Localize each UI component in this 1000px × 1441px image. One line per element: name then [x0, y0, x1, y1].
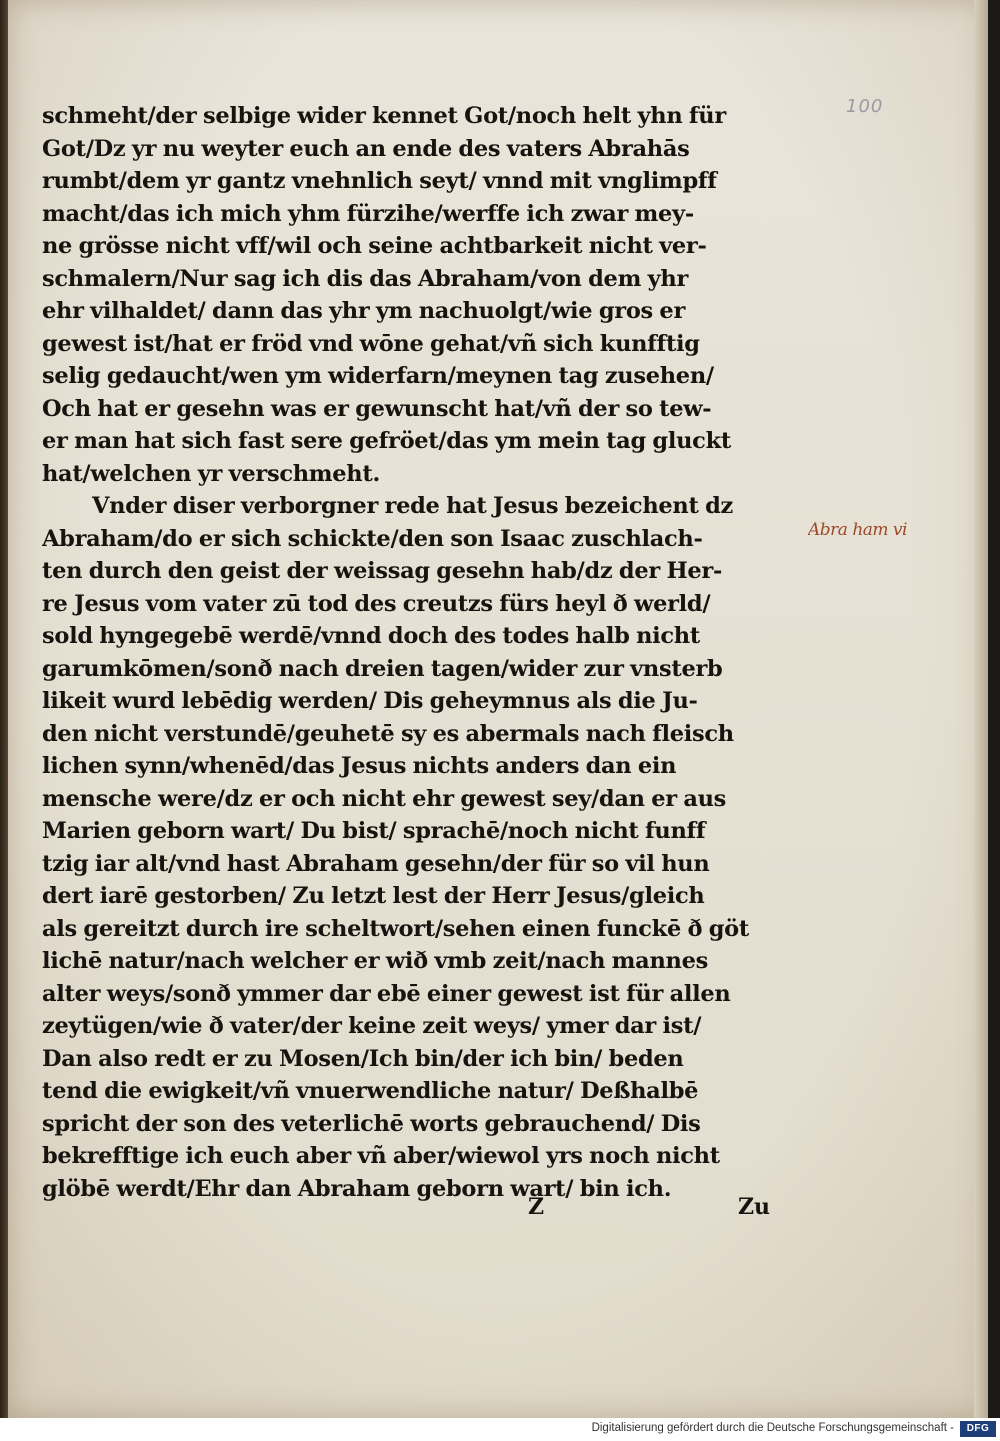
footer-bar — [0, 1418, 1000, 1441]
catchword: Zu — [738, 1194, 771, 1220]
text-line: gewest ist/hat er fröd vnd wōne gehat/vñ sich kunfftig — [42, 330, 700, 357]
text-line: Vnder diser verborgner rede hat Jesus bezeichent dz — [92, 493, 733, 519]
text-line: schmalern/Nur sag ich dis das Abraham/von dem yhr — [42, 265, 688, 292]
folio-number: 100 — [846, 96, 884, 117]
text-line: garumkōmen/sonð nach dreien tagen/wider zur vnsterb — [42, 655, 723, 682]
page-fore-edge — [974, 0, 988, 1418]
text-line: rumbt/dem yr gantz vnehnlich seyt/ vnnd mit vnglimpff — [42, 168, 717, 194]
funding-notice: Digitalisierung gefördert durch die Deutsche Forschungsgemeinschaft - — [591, 1422, 954, 1434]
text-line: glöbē werdt/Ehr dan Abraham geborn wart/ bin ich. — [42, 1175, 672, 1202]
text-line: den nicht verstundē/geuhetē sy es abermals nach fleisch — [42, 720, 734, 747]
text-line: selig gedaucht/wen ym widerfarn/meynen tag zusehen/ — [42, 363, 714, 389]
text-line: ehr vilhaldet/ dann das yhr ym nachuolgt/wie gros er — [42, 298, 685, 324]
blackletter-text-block — [42, 100, 802, 1205]
text-line: tzig iar alt/vnd hast Abraham gesehn/der für so vil hun — [42, 850, 710, 877]
text-line: ne grösse nicht vff/wil och seine achtbarkeit nicht ver- — [42, 233, 707, 259]
signature-mark: Z — [528, 1194, 545, 1220]
handwritten-marginal-note: Abra ham vi — [808, 520, 907, 540]
text-line: Och hat er gesehn was er gewunscht hat/vñ der so tew- — [42, 395, 712, 422]
text-line: lichē natur/nach welcher er wið vmb zeit/nach mannes — [42, 948, 708, 974]
text-line: dert iarē gestorben/ Zu letzt lest der Herr Jesus/gleich — [42, 883, 705, 909]
text-line: tend die ewigkeit/vñ vnuerwendliche natur/ Deßhalbē — [42, 1078, 699, 1104]
text-line: spricht der son des veterlichē worts gebrauchend/ Dis — [42, 1110, 701, 1137]
text-line: Got/Dz yr nu weyter euch an ende des vaters Abrahās — [42, 135, 690, 162]
text-line: Abraham/do er sich schickte/den son Isaac zuschlach- — [42, 525, 703, 552]
text-line: bekrefftige ich euch aber vñ aber/wiewol yrs noch nicht — [42, 1143, 720, 1169]
text-line: zeytügen/wie ð vater/der keine zeit weys/ ymer dar ist/ — [42, 1013, 702, 1039]
text-line: Marien geborn wart/ Du bist/ sprachē/noch nicht funff — [42, 818, 706, 844]
text-line: schmeht/der selbige wider kennet Got/noch helt yhn für — [42, 103, 726, 129]
text-line: er man hat sich fast sere gefröet/das ym mein tag gluckt — [42, 428, 731, 454]
text-line: hat/welchen yr verschmeht. — [42, 460, 380, 487]
text-line: lichen synn/whenēd/das Jesus nichts anders dan ein — [42, 753, 677, 779]
book-page — [8, 0, 988, 1418]
dfg-logo: DFG — [960, 1421, 996, 1437]
text-line: re Jesus vom vater zū tod des creutzs fürs heyl ð werld/ — [42, 590, 711, 617]
text-line: Dan also redt er zu Mosen/Ich bin/der ich bin/ beden — [42, 1045, 684, 1072]
text-line: mensche were/dz er och nicht ehr gewest sey/dan er aus — [42, 785, 727, 812]
text-line: alter weys/sonð ymmer dar ebē einer gewest ist für allen — [42, 980, 731, 1007]
text-line: likeit wurd lebēdig werden/ Dis geheymnus als die Ju- — [42, 688, 698, 714]
text-line: macht/das ich mich yhm fürzihe/werffe ich zwar mey- — [42, 200, 694, 227]
text-line: sold hyngegebē werdē/vnnd doch des todes halb nicht — [42, 623, 700, 649]
text-line: als gereitzt durch ire scheltwort/sehen einen funckē ð göt — [42, 915, 749, 942]
text-line: ten durch den geist der weissag gesehn hab/dz der Her- — [42, 558, 723, 584]
